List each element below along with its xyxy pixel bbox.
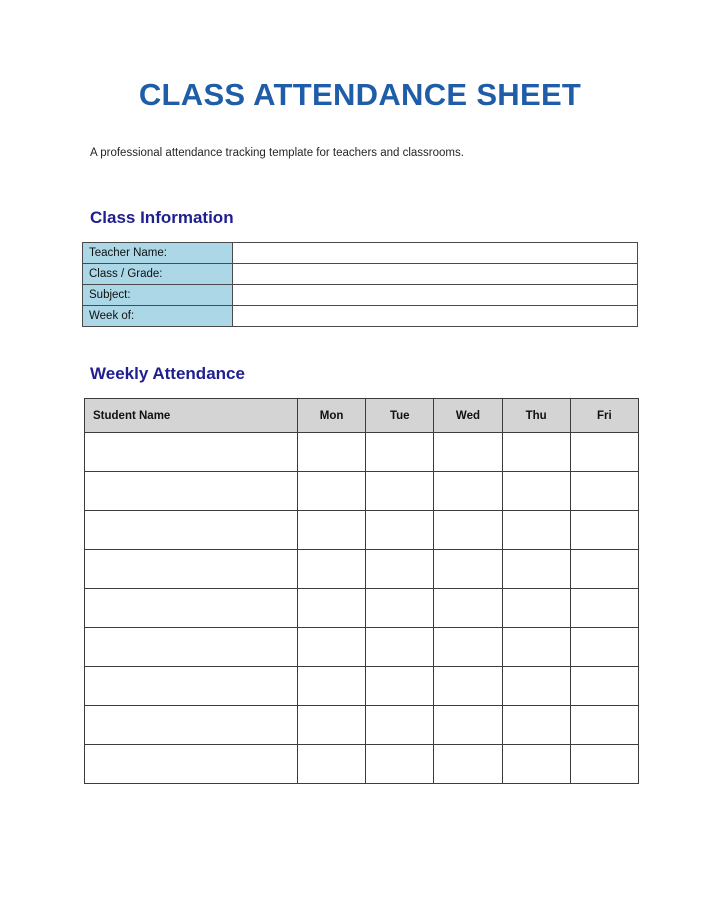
column-header-tue: Tue: [366, 399, 434, 433]
student-name-cell[interactable]: [85, 706, 298, 745]
column-header-fri: Fri: [570, 399, 638, 433]
table-row: [85, 706, 639, 745]
attendance-cell-tue[interactable]: [366, 589, 434, 628]
class-information-table: [82, 242, 638, 327]
attendance-cell-thu[interactable]: [502, 745, 570, 784]
attendance-cell-mon[interactable]: [298, 511, 366, 550]
attendance-cell-wed[interactable]: [434, 667, 502, 706]
attendance-cell-mon[interactable]: [298, 628, 366, 667]
student-name-cell[interactable]: [85, 628, 298, 667]
column-header-wed: Wed: [434, 399, 502, 433]
subject-field[interactable]: [233, 285, 638, 306]
table-row: [83, 264, 638, 285]
attendance-cell-wed[interactable]: [434, 550, 502, 589]
attendance-cell-mon[interactable]: [298, 472, 366, 511]
teacher-name-field[interactable]: [233, 243, 638, 264]
attendance-cell-fri[interactable]: [570, 472, 638, 511]
weekly-attendance-table-body: [85, 433, 639, 784]
week-of-field[interactable]: [233, 306, 638, 327]
attendance-cell-tue[interactable]: [366, 433, 434, 472]
attendance-cell-tue[interactable]: [366, 706, 434, 745]
table-row: [85, 745, 639, 784]
attendance-cell-tue[interactable]: [366, 550, 434, 589]
attendance-cell-fri[interactable]: [570, 628, 638, 667]
table-row: [85, 511, 639, 550]
week-of-label: Week of:: [83, 306, 233, 327]
attendance-cell-tue[interactable]: [366, 511, 434, 550]
student-name-cell[interactable]: [85, 433, 298, 472]
class-information-table-body: [83, 243, 638, 327]
column-header-thu: Thu: [502, 399, 570, 433]
attendance-cell-mon[interactable]: [298, 706, 366, 745]
attendance-cell-fri[interactable]: [570, 745, 638, 784]
student-name-cell[interactable]: [85, 589, 298, 628]
attendance-cell-wed[interactable]: [434, 628, 502, 667]
attendance-cell-tue[interactable]: [366, 472, 434, 511]
attendance-cell-wed[interactable]: [434, 589, 502, 628]
class-grade-field[interactable]: [233, 264, 638, 285]
attendance-cell-mon[interactable]: [298, 433, 366, 472]
attendance-cell-mon[interactable]: [298, 667, 366, 706]
attendance-cell-fri[interactable]: [570, 589, 638, 628]
page-title: CLASS ATTENDANCE SHEET: [138, 77, 582, 112]
attendance-cell-thu[interactable]: [502, 550, 570, 589]
weekly-attendance-heading: Weekly Attendance: [90, 364, 245, 383]
attendance-cell-thu[interactable]: [502, 472, 570, 511]
weekly-attendance-table: [84, 398, 639, 784]
student-name-cell[interactable]: [85, 472, 298, 511]
page-subtitle: A professional attendance tracking template for teachers and classrooms.: [90, 147, 464, 159]
attendance-cell-thu[interactable]: [502, 706, 570, 745]
attendance-cell-fri[interactable]: [570, 511, 638, 550]
attendance-cell-tue[interactable]: [366, 745, 434, 784]
attendance-cell-mon[interactable]: [298, 550, 366, 589]
attendance-cell-thu[interactable]: [502, 433, 570, 472]
attendance-cell-fri[interactable]: [570, 433, 638, 472]
table-row: [85, 628, 639, 667]
attendance-cell-mon[interactable]: [298, 589, 366, 628]
class-information-heading: Class Information: [90, 208, 234, 227]
table-row: [85, 472, 639, 511]
attendance-cell-mon[interactable]: [298, 745, 366, 784]
weekly-attendance-table-header: [85, 399, 639, 433]
table-row: [85, 667, 639, 706]
subject-label: Subject:: [83, 285, 233, 306]
attendance-cell-thu[interactable]: [502, 628, 570, 667]
attendance-cell-wed[interactable]: [434, 745, 502, 784]
attendance-cell-fri[interactable]: [570, 550, 638, 589]
column-header-student-name: Student Name: [85, 399, 298, 433]
attendance-cell-fri[interactable]: [570, 706, 638, 745]
table-header-row: [85, 399, 639, 433]
class-grade-label: Class / Grade:: [83, 264, 233, 285]
student-name-cell[interactable]: [85, 667, 298, 706]
student-name-cell[interactable]: [85, 745, 298, 784]
table-row: [85, 433, 639, 472]
attendance-cell-tue[interactable]: [366, 667, 434, 706]
attendance-cell-thu[interactable]: [502, 511, 570, 550]
column-header-mon: Mon: [298, 399, 366, 433]
attendance-cell-fri[interactable]: [570, 667, 638, 706]
table-row: [85, 550, 639, 589]
table-row: [83, 285, 638, 306]
attendance-cell-wed[interactable]: [434, 706, 502, 745]
attendance-cell-wed[interactable]: [434, 433, 502, 472]
attendance-cell-wed[interactable]: [434, 472, 502, 511]
table-row: [83, 306, 638, 327]
table-row: [85, 589, 639, 628]
student-name-cell[interactable]: [85, 550, 298, 589]
teacher-name-label: Teacher Name:: [83, 243, 233, 264]
table-row: [83, 243, 638, 264]
attendance-cell-thu[interactable]: [502, 589, 570, 628]
student-name-cell[interactable]: [85, 511, 298, 550]
attendance-cell-thu[interactable]: [502, 667, 570, 706]
attendance-cell-tue[interactable]: [366, 628, 434, 667]
attendance-cell-wed[interactable]: [434, 511, 502, 550]
